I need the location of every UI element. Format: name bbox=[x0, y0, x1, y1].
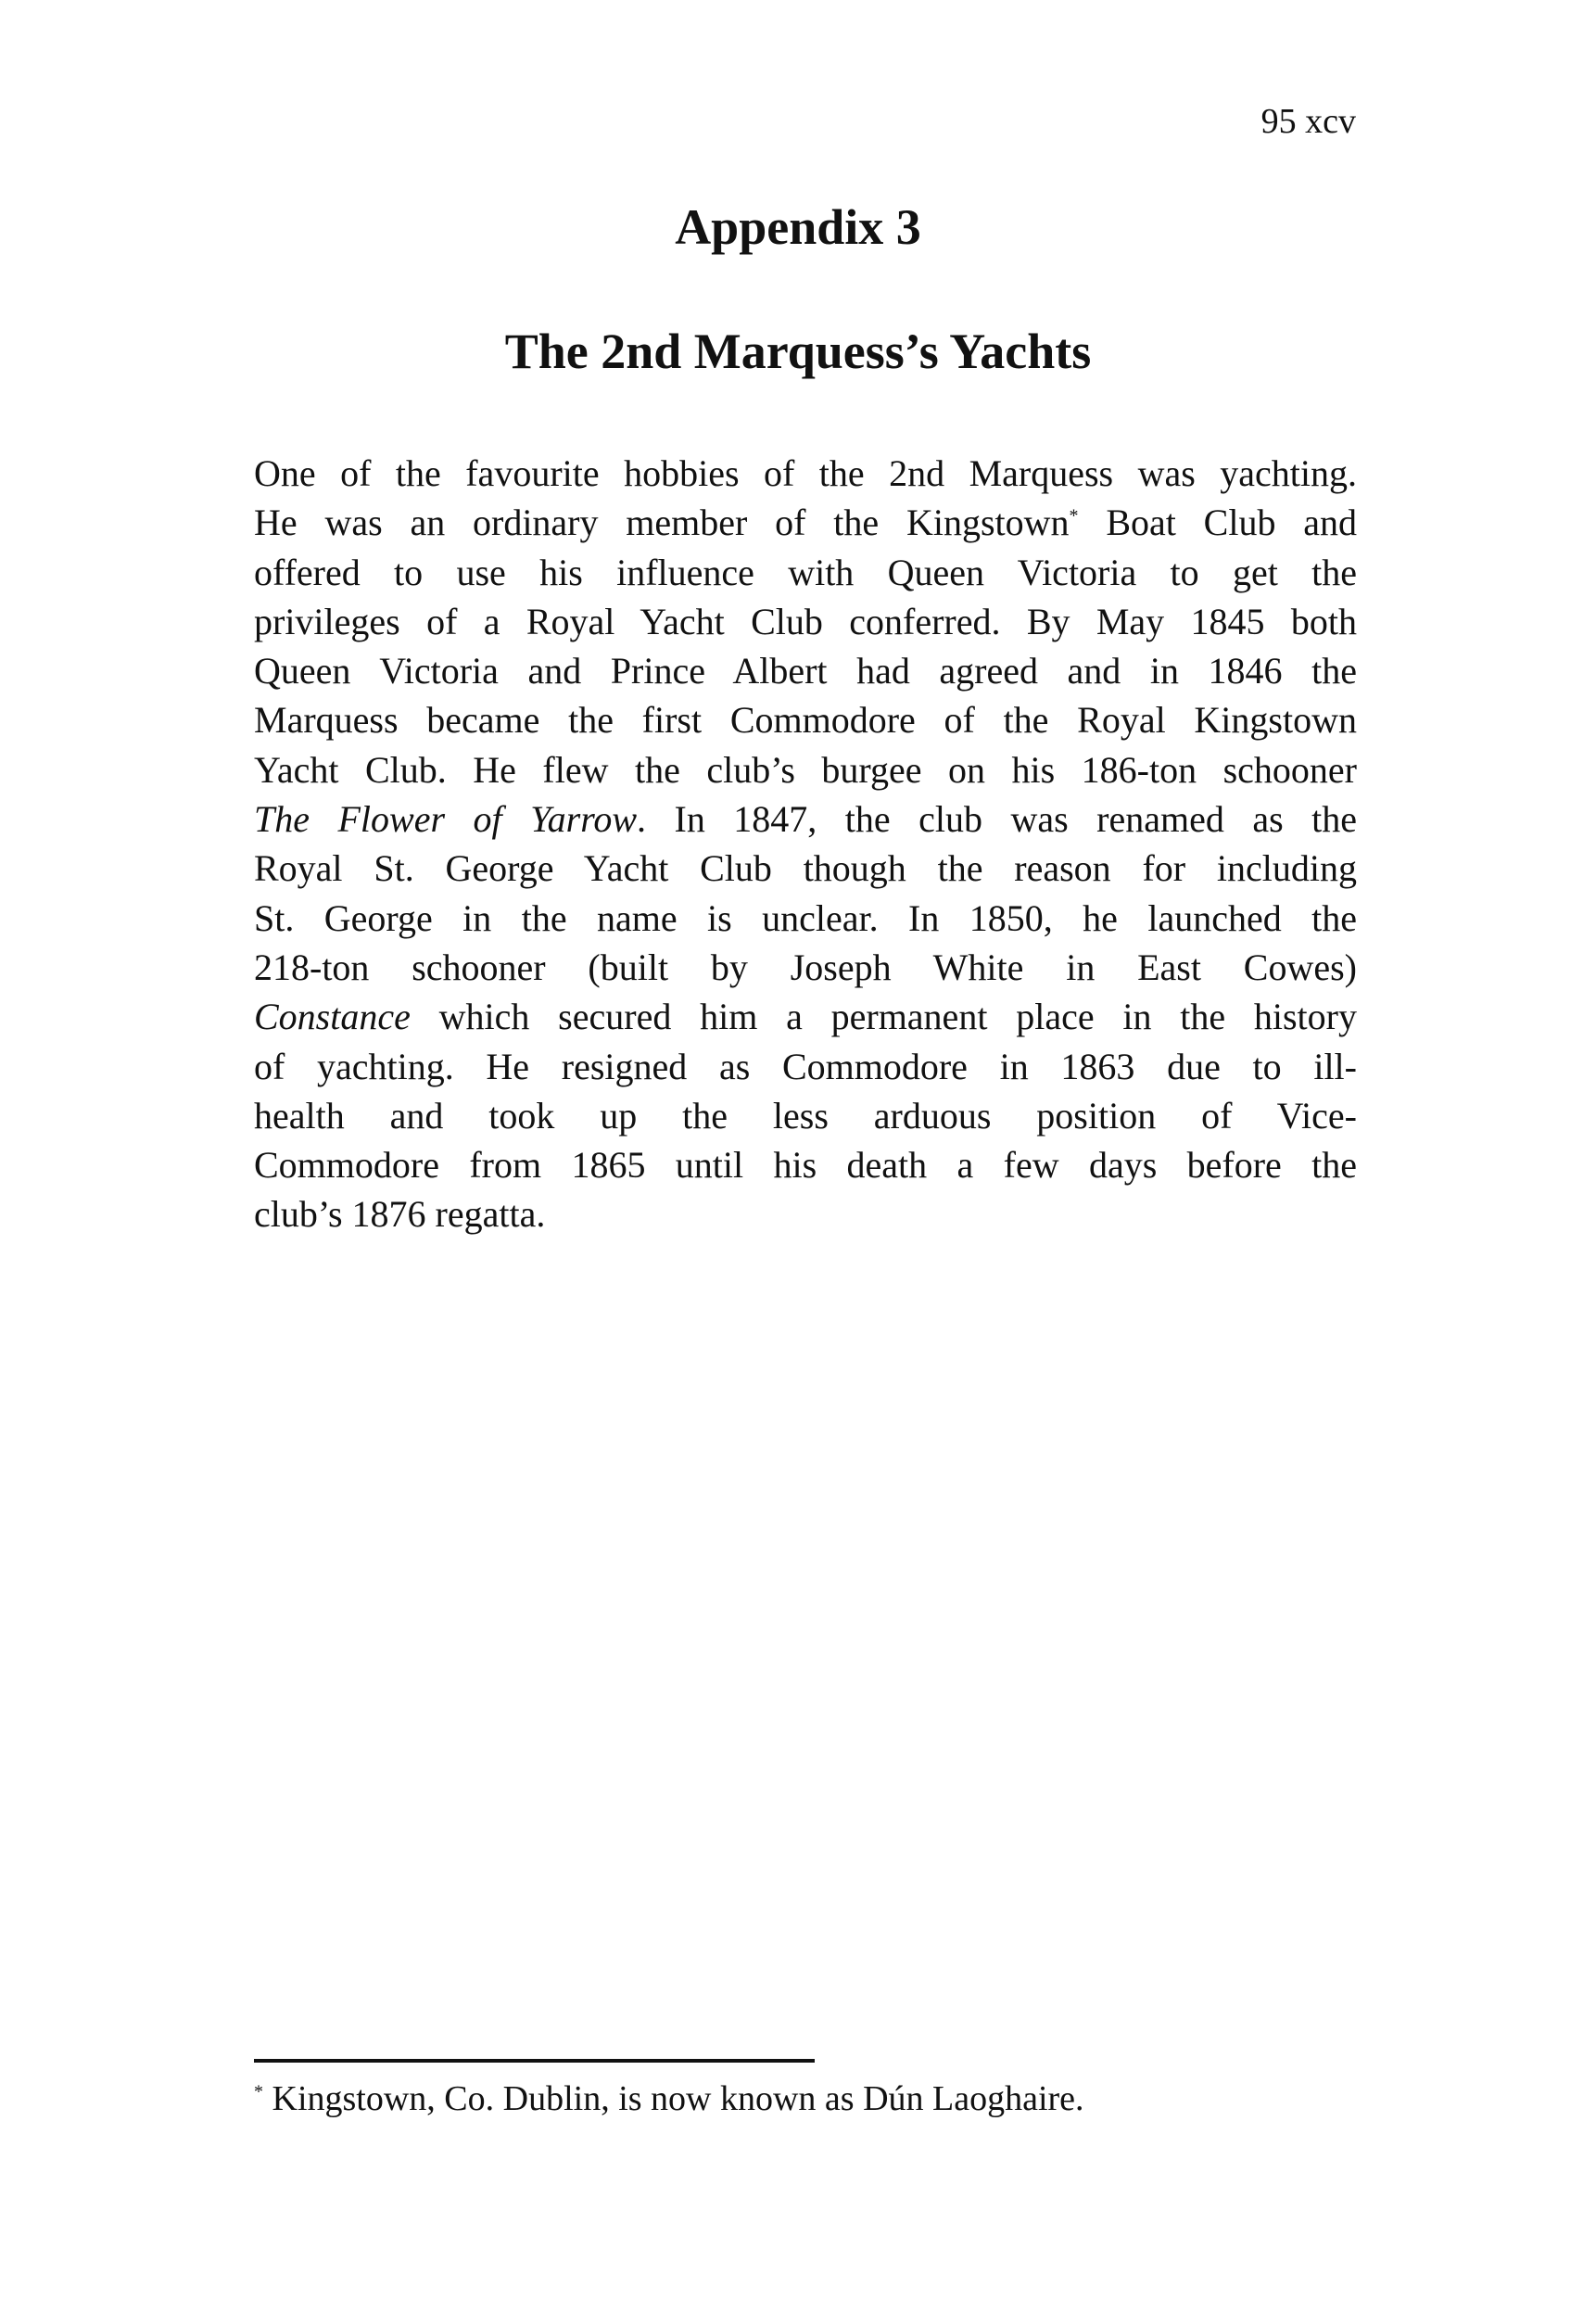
body-line bbox=[254, 745, 1357, 794]
appendix-title: Appendix 3 bbox=[675, 199, 921, 255]
body-text: He was an ordinary member of the Kingstown bbox=[254, 502, 1070, 544]
body-line bbox=[254, 449, 1357, 498]
ship-name-italic: The Flower of Yarrow bbox=[254, 798, 638, 841]
body-text: . In 1847, the club was renamed as the bbox=[637, 798, 1358, 841]
footnote-marker: * bbox=[254, 2081, 263, 2102]
page-number: 95 xcv bbox=[1260, 102, 1356, 141]
body-text: Commodore from 1865 until his death a few days before the bbox=[254, 1144, 1357, 1187]
body-text: Marquess became the first Commodore of the Royal Kingstown bbox=[254, 699, 1357, 742]
body-text: Queen Victoria and Prince Albert had agreed and in 1846 the bbox=[254, 650, 1357, 692]
footnote-reference[interactable]: * bbox=[1069, 505, 1079, 527]
body-text: One of the favourite hobbies of the 2nd Marquess was yachting. bbox=[254, 452, 1357, 494]
footnote-text: Kingstown, Co. Dublin, is now known as Dún Laoghaire. bbox=[263, 2079, 1084, 2118]
body-text: Boat Club and bbox=[1078, 502, 1358, 544]
body-text: Yacht Club. He flew the club’s burgee on his 186-ton schooner bbox=[254, 748, 1357, 791]
body-text: offered to use his influence with Queen Victoria to get the bbox=[254, 551, 1357, 593]
body-line bbox=[254, 695, 1357, 744]
body-line bbox=[254, 1189, 1357, 1238]
ship-name-italic: Constance bbox=[254, 996, 411, 1038]
body-line bbox=[254, 1140, 1357, 1189]
body-line bbox=[254, 894, 1357, 943]
chapter-title: The 2nd Marquess’s Yachts bbox=[504, 324, 1092, 379]
body-line bbox=[254, 1091, 1357, 1140]
body-line bbox=[254, 794, 1357, 844]
body-line bbox=[254, 548, 1357, 597]
body-line bbox=[254, 943, 1357, 992]
body-line bbox=[254, 844, 1357, 893]
body-line bbox=[254, 646, 1357, 695]
body-text: health and took up the less arduous position of Vice- bbox=[254, 1094, 1357, 1137]
body-line bbox=[254, 1042, 1357, 1091]
body-text: club’s 1876 regatta. bbox=[254, 1193, 546, 1236]
body-paragraph bbox=[254, 449, 1357, 1239]
body-line bbox=[254, 498, 1357, 547]
body-text: 218-ton schooner (built by Joseph White in East Cowes) bbox=[254, 946, 1357, 988]
body-text: Royal St. George Yacht Club though the reason for including bbox=[254, 847, 1357, 890]
body-text: privileges of a Royal Yacht Club conferred. By May 1845 both bbox=[254, 600, 1357, 642]
body-text: St. George in the name is unclear. In 1850, he launched the bbox=[254, 896, 1357, 939]
body-text: which secured him a permanent place in the history bbox=[410, 996, 1357, 1038]
body-line bbox=[254, 597, 1357, 646]
body-text: of yachting. He resigned as Commodore in 1863 due to ill- bbox=[254, 1045, 1357, 1087]
footnote-divider bbox=[254, 2059, 815, 2063]
footnote bbox=[254, 2077, 1357, 2121]
body-line bbox=[254, 992, 1357, 1041]
